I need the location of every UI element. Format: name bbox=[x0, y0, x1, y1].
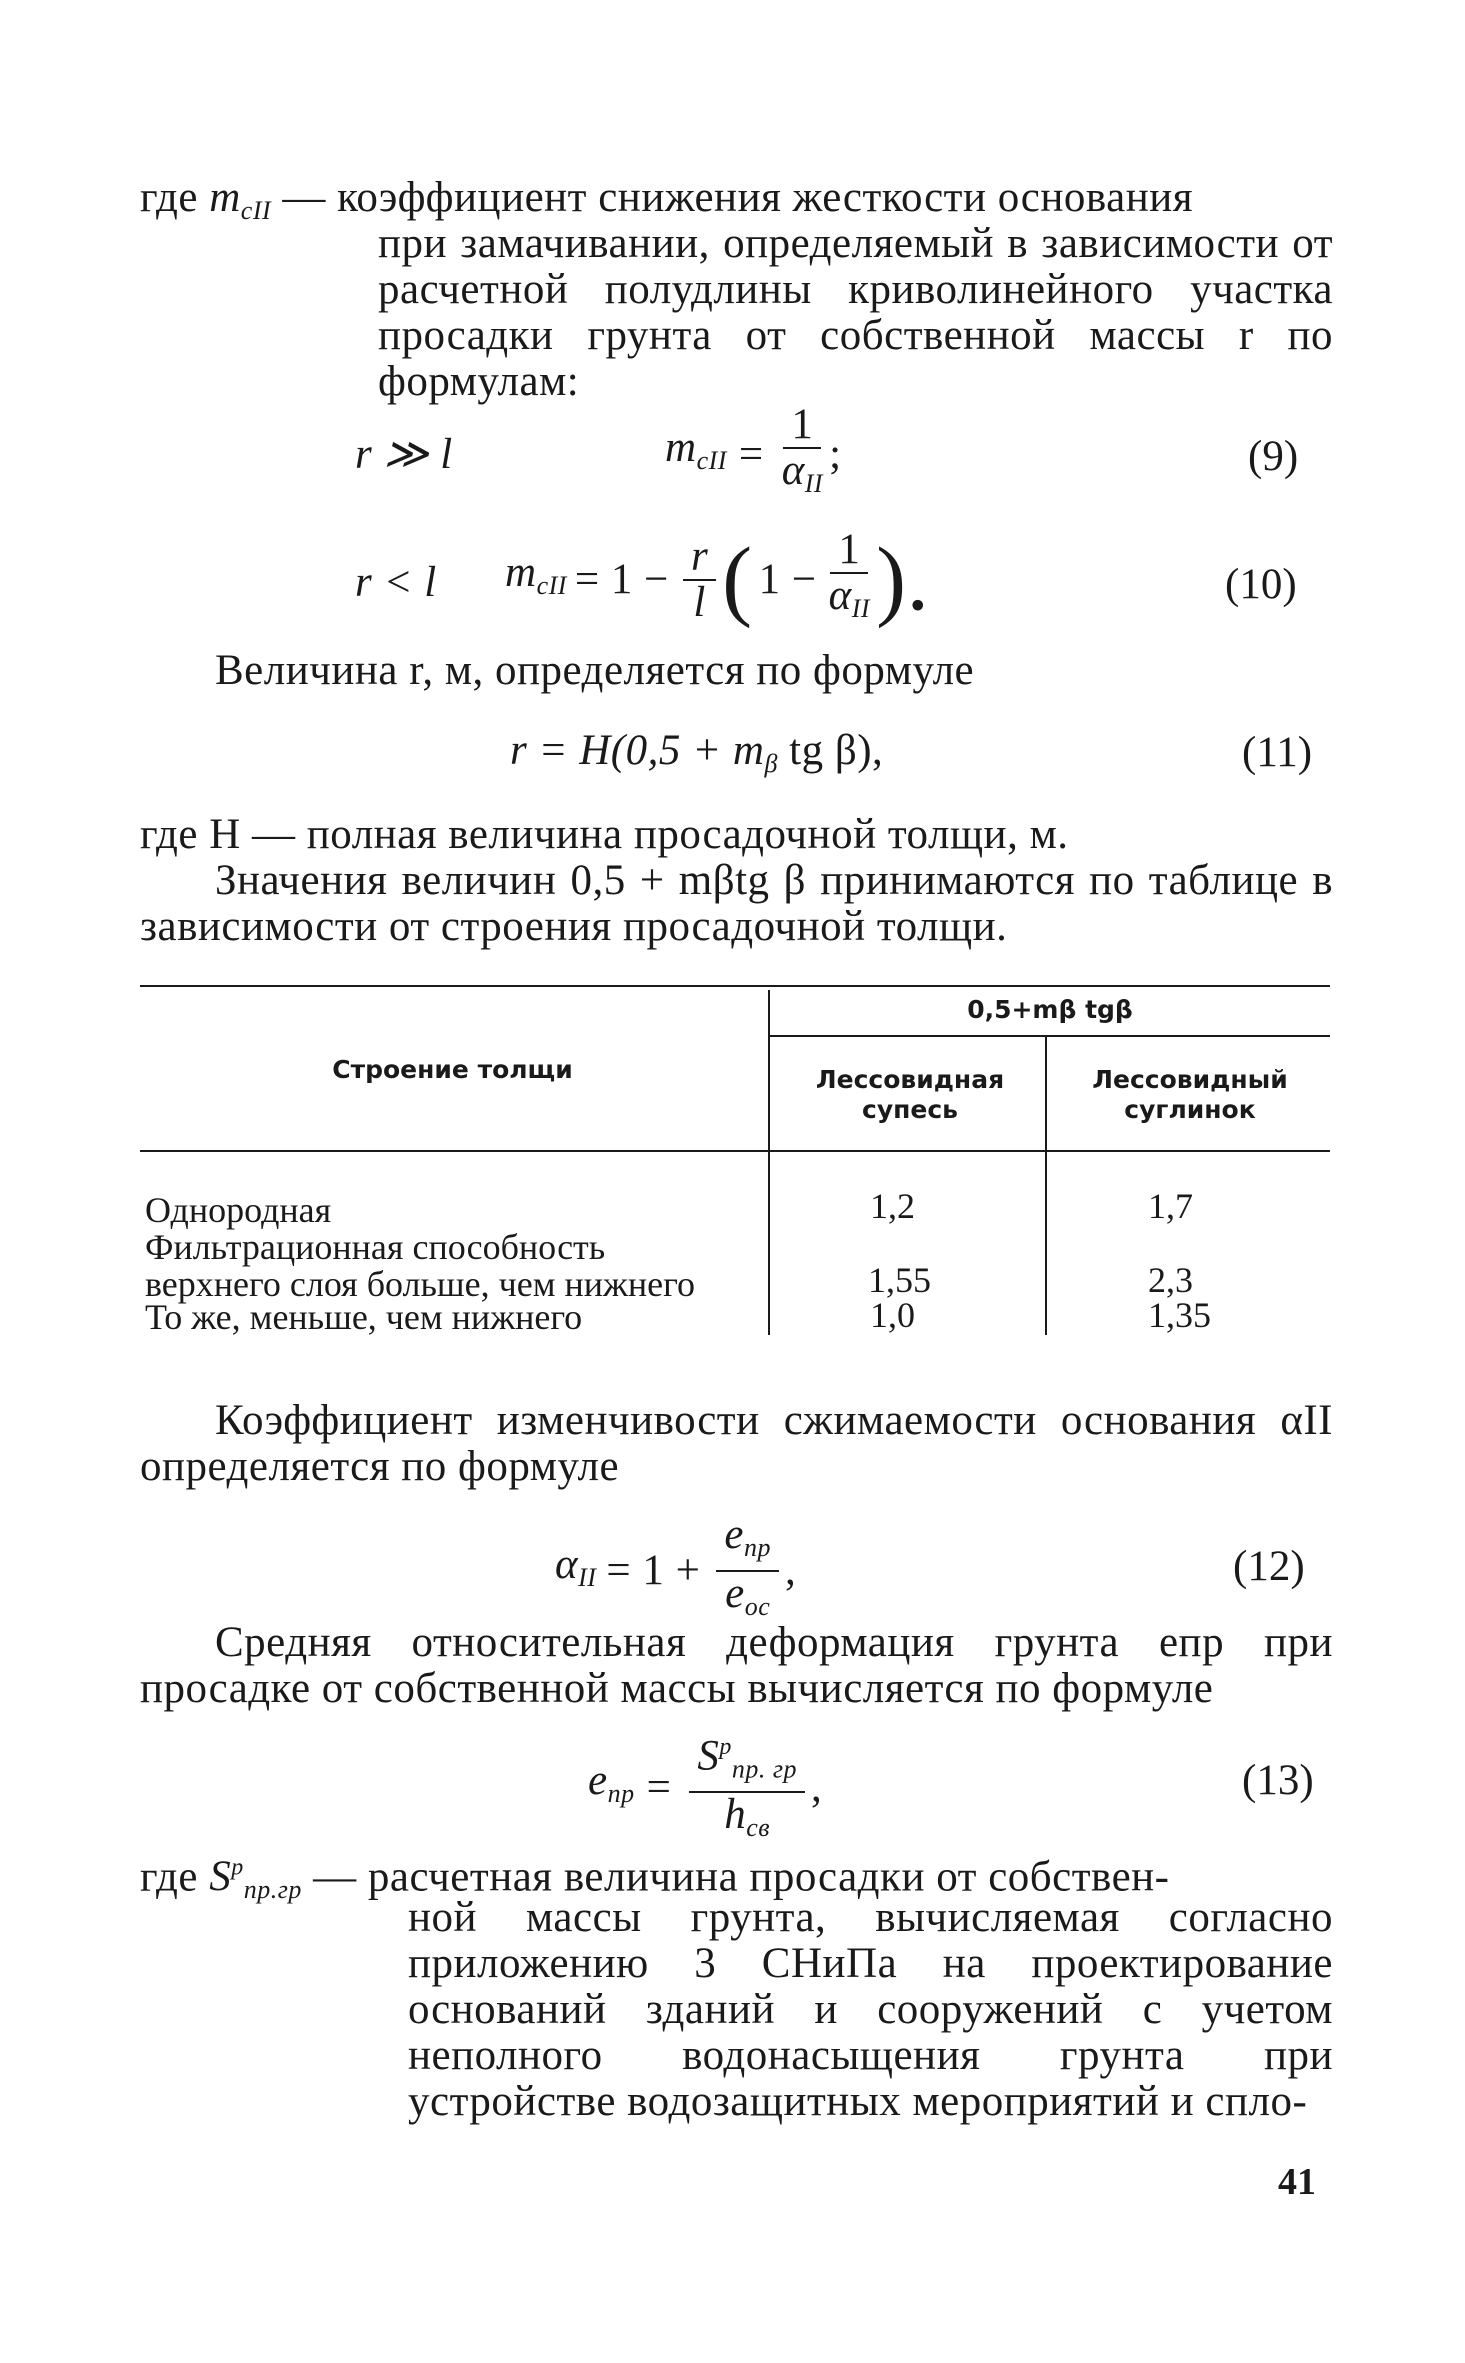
eq12-fraction: $\frac{e_{пр}}{e_{ос}}$ bbox=[716, 1515, 779, 1627]
table-subheader-supes: Лессовидная супесь bbox=[815, 1065, 1005, 1124]
eq13-formula: $e_{пр}$ = $\frac{S^р_{пр. гр}}{h_{св}}$ , bbox=[588, 1727, 822, 1848]
eq9-number: (9) bbox=[1248, 433, 1299, 480]
dash: — bbox=[313, 1853, 357, 1901]
where-word: где bbox=[140, 1853, 198, 1901]
table-row-label: Фильтрационная способность верхнего слоя больше, чем нижнего bbox=[145, 1227, 696, 1304]
table-cell-value: 1,35 bbox=[1148, 1295, 1211, 1335]
eq10-formula: $m_{сII}$ = 1 − $\frac{r}{l}$ ( 1 − $\frac{1}{\alpha_{II}}$ ). bbox=[505, 526, 930, 629]
eq10-condition: r < l bbox=[355, 559, 437, 606]
table-cell-value: 2,3 bbox=[1148, 1260, 1193, 1300]
eq10-fraction-r-l: $\frac{r}{l}$ bbox=[683, 537, 716, 623]
where-word: где bbox=[140, 174, 198, 221]
table-vline-1 bbox=[768, 990, 770, 1335]
eq11-formula: $r = H(0,5 + m_\beta$ tg β), bbox=[510, 727, 884, 778]
para2: Величина r, м, определяется по формуле bbox=[215, 647, 975, 694]
table-cell-value: 1,2 bbox=[870, 1186, 915, 1226]
para3: где H — полная величина просадочной толщи, м. bbox=[140, 811, 1069, 858]
para4: Значения величин 0,5 + mβtg β принимаются по таблице в зависимости от строения просадочной толщи. bbox=[140, 857, 1333, 950]
eq9-formula: $m_{сII}$ = $\frac{1}{\alpha_{II}}$ ; bbox=[665, 405, 842, 504]
definition-first-line: коэффициент снижения жесткости основания bbox=[337, 174, 1193, 221]
para6: Средняя относительная деформация грунта eпр при просадке от собственной массы вычисляется по формуле bbox=[140, 1619, 1333, 1712]
symbol-s: $S^р_{пр.гр}$ bbox=[209, 1853, 302, 1905]
eq11-number: (11) bbox=[1242, 729, 1313, 776]
para5: Коэффициент изменчивости сжимаемости основания αII определяется по формуле bbox=[140, 1397, 1333, 1490]
table-group-rule bbox=[770, 1035, 1330, 1037]
table-group-header: 0,5+mβ tgβ bbox=[967, 995, 1133, 1024]
definition-first-line: расчетная величина просадки от собствен- bbox=[367, 1853, 1170, 1901]
para7-continuation: ной массы грунта, вычисляемая согласно приложению 3 СНиПа на проектирование оснований зданий и сооружений с учетом неполного водонасыщения грунта при устройстве водозащитных мероприятий и спло- bbox=[408, 1894, 1333, 2125]
eq13-number: (13) bbox=[1242, 1757, 1314, 1804]
eq9-condition: r ≫ l bbox=[355, 431, 453, 478]
eq10-fraction-inner: $\frac{1}{\alpha_{II}}$ bbox=[828, 526, 871, 623]
eq10-number: (10) bbox=[1225, 561, 1297, 608]
symbol-m: $m_{сII}$ bbox=[209, 174, 272, 225]
table-cell-value: 1,0 bbox=[870, 1295, 915, 1335]
table-header-rule bbox=[140, 1150, 1330, 1152]
table-row-label: Однородная bbox=[145, 1190, 332, 1230]
eq13-fraction: $\frac{S^р_{пр. гр}}{h_{св}}$ bbox=[689, 1727, 805, 1848]
para1-continuation: при замачивании, определяемый в зависимости от расчетной полудлины криволинейного участка просадки грунта от собственной массы r по формулам: bbox=[378, 220, 1333, 405]
table-vline-2 bbox=[1045, 1037, 1047, 1335]
eq12-number: (12) bbox=[1233, 1543, 1305, 1590]
table-col-header: Строение толщи bbox=[332, 1055, 573, 1084]
table-cell-value: 1,55 bbox=[868, 1260, 931, 1300]
eq9-fraction: $\frac{1}{\alpha_{II}}$ bbox=[781, 401, 824, 498]
table-cell-value: 1,7 bbox=[1148, 1186, 1193, 1226]
table-subheader-suglinok: Лессовидный суглинок bbox=[1092, 1065, 1288, 1124]
table-top-rule bbox=[140, 985, 1330, 987]
eq12-formula: $\alpha_{II}$ = 1 + $\frac{e_{пр}}{e_{ос}}$ , bbox=[555, 1515, 796, 1627]
table-row-label: То же, меньше, чем нижнего bbox=[145, 1297, 583, 1337]
page-number: 41 bbox=[1278, 2161, 1316, 2203]
dash: — bbox=[282, 174, 326, 221]
